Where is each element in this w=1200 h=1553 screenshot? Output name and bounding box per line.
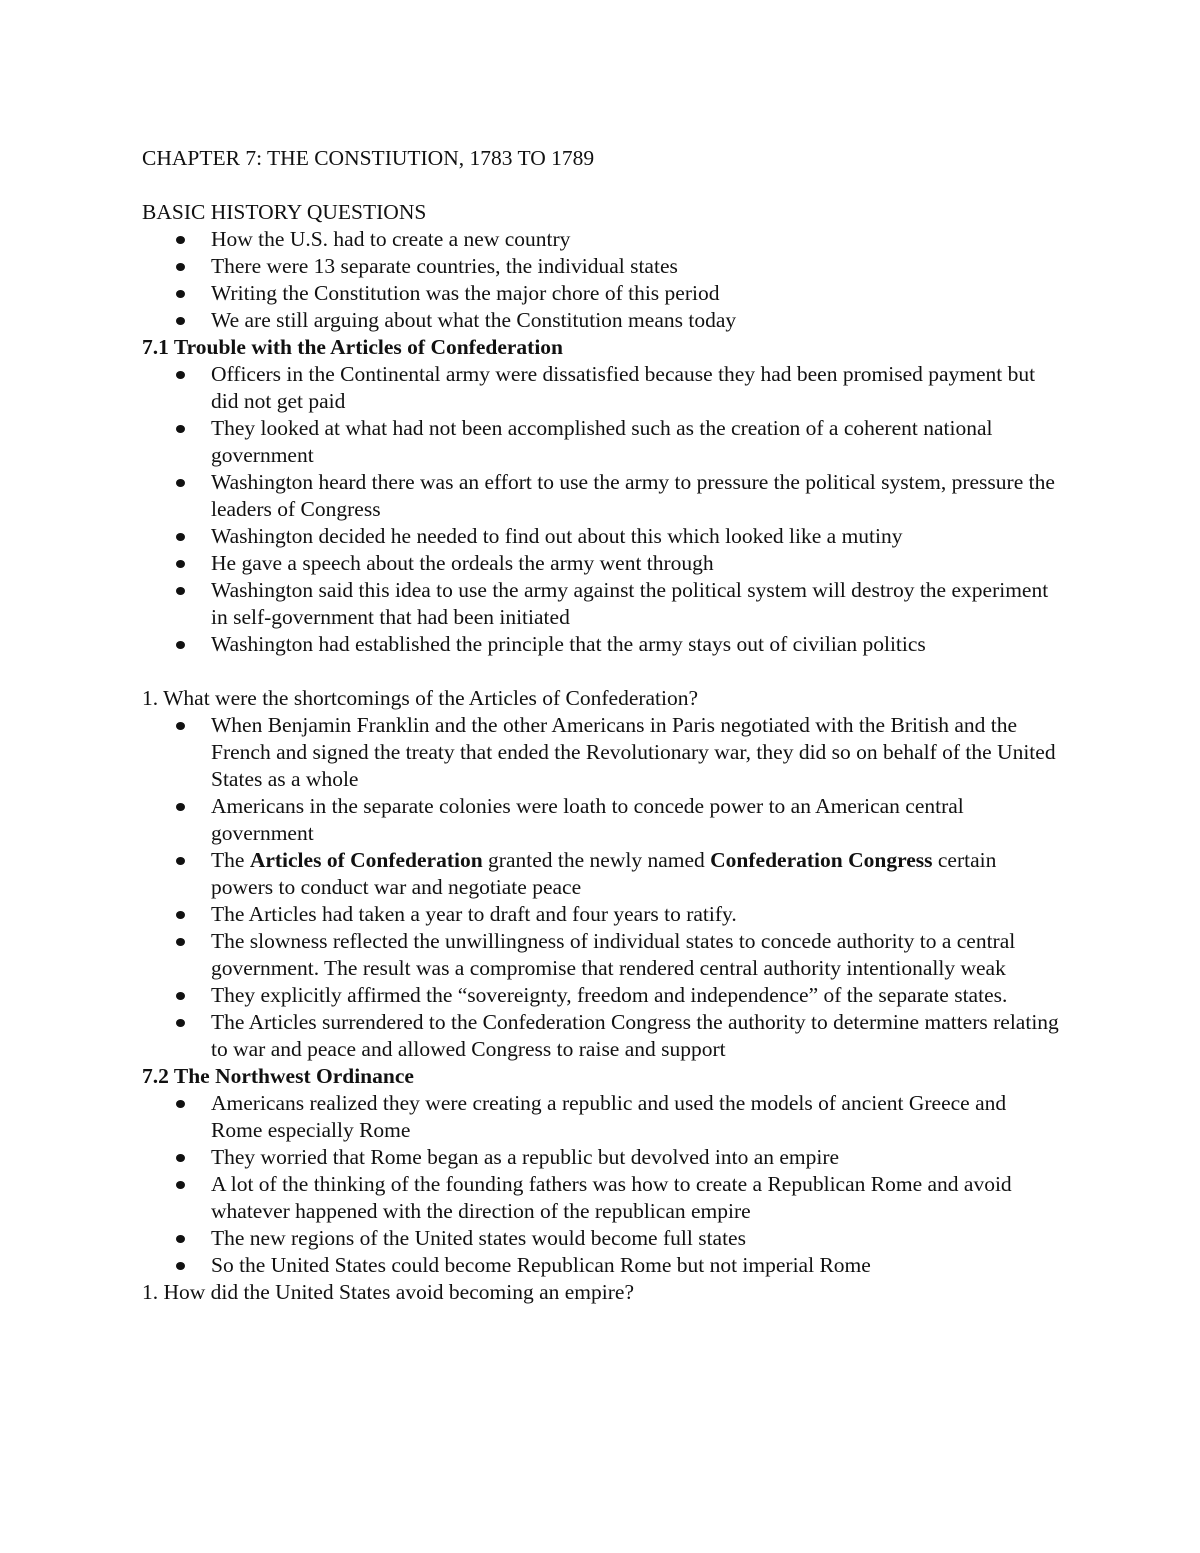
shortcomings-answer-list: [142, 712, 1062, 1063]
bold-term-articles: Articles of Confederation: [249, 848, 483, 872]
list-item: Washington heard there was an effort to use the army to pressure the political system, pressure the leaders of Congress: [211, 469, 1062, 523]
list-item: He gave a speech about the ordeals the army went through: [211, 550, 1062, 577]
answer-text: The: [211, 848, 250, 872]
list-item: The slowness reflected the unwillingness of individual states to concede authority to a central government. The result was a compromise that rendered central authority intentionally weak: [211, 928, 1062, 982]
list-item: Washington had established the principle that the army stays out of civilian politics: [211, 631, 1062, 658]
bold-term-congress: Confederation Congress: [710, 848, 933, 872]
question-empire: 1. How did the United States avoid becoming an empire?: [142, 1280, 634, 1304]
list-item: The Articles surrendered to the Confederation Congress the authority to determine matters relating to war and peace and allowed Congress to raise and support: [211, 1009, 1062, 1063]
section-7-1-list: [142, 361, 1062, 658]
section-7-1-heading: 7.1 Trouble with the Articles of Confederation: [142, 335, 564, 359]
answer-text: certain powers to conduct war and negotiate peace: [211, 848, 997, 899]
basic-questions-list: [142, 226, 1062, 334]
list-item: Americans realized they were creating a republic and used the models of ancient Greece and Rome especially Rome: [211, 1090, 1062, 1144]
list-item: The new regions of the United states would become full states: [211, 1225, 1062, 1252]
list-item: Washington decided he needed to find out about this which looked like a mutiny: [211, 523, 1062, 550]
list-item: They worried that Rome began as a republic but devolved into an empire: [211, 1144, 1062, 1171]
list-item: A lot of the thinking of the founding fathers was how to create a Republican Rome and avoid whatever happened with the direction of the republican empire: [211, 1171, 1062, 1225]
chapter-title: CHAPTER 7: THE CONSTIUTION, 1783 TO 1789: [142, 146, 595, 170]
section-7-2-list: [142, 1090, 1062, 1279]
list-item: When Benjamin Franklin and the other Americans in Paris negotiated with the British and the French and signed the treaty that ended the Revolutionary war, they did so on behalf of the United States as a whole: [211, 712, 1062, 793]
section-7-2-heading: 7.2 The Northwest Ordinance: [142, 1064, 414, 1088]
blank-line: [142, 658, 1062, 685]
question-shortcomings: 1. What were the shortcomings of the Articles of Confederation?: [142, 686, 699, 710]
list-item: Americans in the separate colonies were loath to concede power to an American central government: [211, 793, 1062, 847]
list-item: So the United States could become Republican Rome but not imperial Rome: [211, 1252, 1062, 1279]
list-item: They explicitly affirmed the “sovereignty, freedom and independence” of the separate states.: [211, 982, 1062, 1009]
basic-questions-heading: BASIC HISTORY QUESTIONS: [142, 200, 427, 224]
list-item: The Articles had taken a year to draft and four years to ratify.: [211, 901, 1062, 928]
list-item: There were 13 separate countries, the individual states: [211, 253, 1062, 280]
list-item: Writing the Constitution was the major chore of this period: [211, 280, 1062, 307]
list-item: [211, 847, 1062, 901]
list-item: Washington said this idea to use the army against the political system will destroy the experiment in self-government that had been initiated: [211, 577, 1062, 631]
list-item: Officers in the Continental army were dissatisfied because they had been promised payment but did not get paid: [211, 361, 1062, 415]
list-item: They looked at what had not been accomplished such as the creation of a coherent national government: [211, 415, 1062, 469]
list-item: We are still arguing about what the Constitution means today: [211, 307, 1062, 334]
document-content: [142, 145, 1062, 1306]
answer-text: granted the newly named: [482, 848, 711, 872]
list-item: How the U.S. had to create a new country: [211, 226, 1062, 253]
